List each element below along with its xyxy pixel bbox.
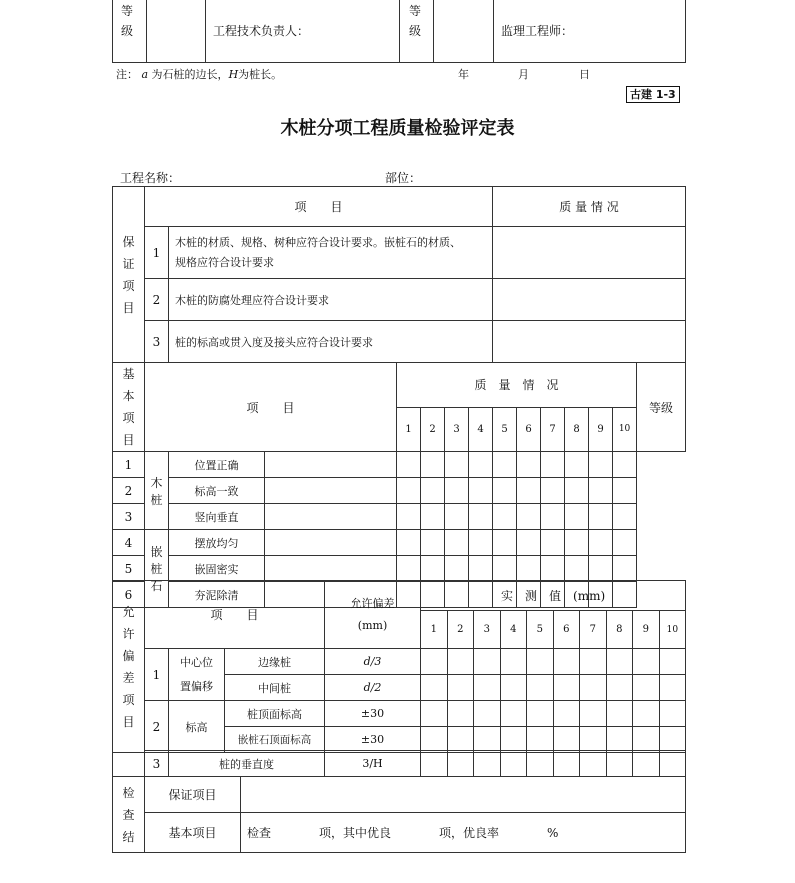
tol-cell[interactable] — [421, 727, 448, 753]
basic-col-1: 1 — [397, 407, 421, 452]
tolerance-section-label: 允 许 偏 差 项 目 — [113, 581, 145, 753]
basic-quality-cell[interactable] — [541, 504, 565, 530]
tol-cell[interactable] — [421, 751, 448, 777]
tol-col-6: 6 — [553, 611, 580, 649]
tol-cell[interactable] — [527, 649, 554, 675]
basic-row-item: 夯泥除清 — [169, 582, 265, 608]
basic-col-3: 3 — [445, 407, 469, 452]
basic-quality-cell[interactable] — [421, 452, 445, 478]
basic-col-7: 7 — [541, 407, 565, 452]
tol-cell[interactable] — [580, 727, 607, 753]
basic-quality-cell[interactable] — [265, 530, 397, 556]
basic-quality-cell[interactable] — [445, 530, 469, 556]
basic-col-2: 2 — [421, 407, 445, 452]
tol-cell[interactable] — [659, 701, 686, 727]
tol-cell[interactable] — [421, 701, 448, 727]
basic-quality-cell[interactable] — [397, 452, 421, 478]
basic-table — [112, 362, 686, 608]
tol-cell[interactable] — [421, 675, 448, 701]
basic-col-4: 4 — [469, 407, 493, 452]
tol-cell[interactable] — [659, 751, 686, 777]
guarantee-header-item: 项 目 — [145, 187, 493, 227]
basic-group-name: 木桩 — [145, 452, 169, 530]
tol-cell[interactable] — [447, 649, 474, 675]
tol-cell[interactable] — [421, 649, 448, 675]
tol-cell[interactable] — [606, 751, 633, 777]
tol-col-9: 9 — [633, 611, 660, 649]
tol-col-4: 4 — [500, 611, 527, 649]
tol-cell[interactable] — [474, 675, 501, 701]
basic-quality-cell[interactable] — [517, 452, 541, 478]
basic-quality-cell[interactable] — [493, 478, 517, 504]
tol-group-center-offset: 中心位 置偏移 — [169, 649, 225, 701]
tol-cell[interactable] — [659, 727, 686, 753]
basic-quality-cell[interactable] — [421, 530, 445, 556]
basic-row-no: 5 — [113, 556, 145, 582]
check-guarantee-label: 保证项目 — [145, 777, 241, 813]
check-basic-label: 基本项目 — [145, 813, 241, 853]
basic-header-item: 项 目 — [145, 363, 397, 452]
basic-quality-cell[interactable] — [565, 530, 589, 556]
basic-row-item: 竖向垂直 — [169, 504, 265, 530]
basic-quality-cell[interactable] — [397, 504, 421, 530]
location-label: 部位： — [385, 171, 422, 185]
tol-cell[interactable] — [580, 649, 607, 675]
basic-quality-cell[interactable] — [445, 556, 469, 582]
tol-cell[interactable] — [633, 751, 660, 777]
tol-cell[interactable] — [500, 649, 527, 675]
guarantee-table — [112, 186, 686, 363]
grade-right-char-1: 等 — [409, 4, 422, 18]
tol-cell[interactable] — [606, 727, 633, 753]
basic-row-item: 位置正确 — [169, 452, 265, 478]
basic-quality-cell[interactable] — [517, 478, 541, 504]
tol-cell[interactable] — [606, 701, 633, 727]
basic-quality-cell[interactable] — [565, 504, 589, 530]
tol-cell[interactable] — [553, 727, 580, 753]
basic-row-item: 摆放均匀 — [169, 530, 265, 556]
tolerance-header-item: 项 目 — [145, 581, 325, 649]
tol-cell[interactable] — [580, 701, 607, 727]
tol-cell[interactable] — [527, 675, 554, 701]
tol-item-verticality: 桩的垂直度 — [169, 751, 325, 777]
tol-row-no: 2 — [145, 701, 169, 753]
tolerance-header-allow: 允许偏差 (mm) — [325, 581, 421, 649]
basic-quality-cell[interactable] — [265, 504, 397, 530]
basic-quality-cell[interactable] — [421, 478, 445, 504]
basic-row-item: 嵌固密实 — [169, 556, 265, 582]
note-month: 月 — [518, 68, 529, 81]
tol-cell[interactable] — [633, 675, 660, 701]
basic-row-no: 6 — [113, 582, 145, 608]
grade-left-char-2: 级 — [121, 24, 134, 38]
check-basic-text[interactable]: 检查 项，其中优良 项，优良率 % — [241, 813, 686, 853]
basic-quality-cell[interactable] — [493, 530, 517, 556]
grade-left-char-1: 等 — [121, 4, 134, 18]
tol-cell[interactable] — [553, 751, 580, 777]
basic-quality-cell[interactable] — [265, 452, 397, 478]
note-h-symbol: H — [228, 68, 239, 81]
basic-grade-cell[interactable] — [613, 504, 637, 530]
tol-col-5: 5 — [527, 611, 554, 649]
tol-allow: ±30 — [325, 701, 421, 727]
basic-quality-cell[interactable] — [517, 556, 541, 582]
note-a-desc: 为石桩的边长， — [148, 68, 229, 81]
tol-allow: d/3 — [325, 649, 421, 675]
basic-quality-cell[interactable] — [565, 478, 589, 504]
tol-cell[interactable] — [633, 727, 660, 753]
tol-col-2: 2 — [447, 611, 474, 649]
basic-quality-cell[interactable] — [469, 478, 493, 504]
guarantee-row-no: 3 — [145, 321, 169, 363]
basic-quality-cell[interactable] — [421, 556, 445, 582]
tol-cell[interactable] — [659, 675, 686, 701]
guarantee-row-quality[interactable] — [493, 279, 686, 321]
guarantee-row-text: 木桩的材质、规格、树种应符合设计要求。嵌桩石的材质、 规格应符合设计要求 — [169, 227, 493, 279]
tol-sub-item: 桩顶面标高 — [225, 701, 325, 727]
tol-row-no: 1 — [145, 649, 169, 701]
basic-grade-cell[interactable] — [613, 556, 637, 582]
tol-cell[interactable] — [527, 727, 554, 753]
basic-quality-cell[interactable] — [517, 504, 541, 530]
basic-quality-cell[interactable] — [565, 452, 589, 478]
basic-quality-cell[interactable] — [565, 556, 589, 582]
tolerance-last-row — [112, 750, 686, 777]
tol-cell[interactable] — [606, 675, 633, 701]
tol-cell[interactable] — [474, 727, 501, 753]
basic-quality-cell[interactable] — [541, 478, 565, 504]
basic-quality-cell[interactable] — [265, 556, 397, 582]
basic-quality-cell[interactable] — [589, 556, 613, 582]
guarantee-row-text: 木桩的防腐处理应符合设计要求 — [169, 279, 493, 321]
basic-row-no: 2 — [113, 478, 145, 504]
note-h-desc: 为桩长。 — [238, 68, 283, 81]
guarantee-header-quality: 质 量 情 况 — [493, 187, 686, 227]
guarantee-row-no: 2 — [145, 279, 169, 321]
top-fragment — [112, 0, 686, 63]
basic-quality-cell[interactable] — [589, 452, 613, 478]
tol-allow: ±30 — [325, 727, 421, 753]
guarantee-row-quality[interactable] — [493, 227, 686, 279]
guarantee-row-text: 桩的标高或贯入度及接头应符合设计要求 — [169, 321, 493, 363]
basic-quality-cell[interactable] — [445, 478, 469, 504]
basic-quality-cell[interactable] — [397, 478, 421, 504]
tol-cell[interactable] — [527, 701, 554, 727]
tol-col-7: 7 — [580, 611, 607, 649]
basic-quality-cell[interactable] — [469, 530, 493, 556]
basic-header-grade: 等级 — [637, 363, 686, 452]
basic-header-quality: 质 量 情 况 — [397, 363, 637, 408]
tol-cell[interactable] — [580, 675, 607, 701]
basic-quality-cell[interactable] — [493, 452, 517, 478]
basic-quality-cell[interactable] — [541, 556, 565, 582]
guarantee-section-label: 保 证 项 目 — [113, 187, 145, 363]
tol-sub-item: 嵌桩石顶面标高 — [225, 727, 325, 753]
basic-grade-cell[interactable] — [613, 452, 637, 478]
tol-cell[interactable] — [474, 649, 501, 675]
note-day: 日 — [579, 68, 590, 81]
tol-col-1: 1 — [421, 611, 448, 649]
guarantee-row-quality[interactable] — [493, 321, 686, 363]
tol-cell[interactable] — [553, 675, 580, 701]
tol-cell[interactable] — [633, 649, 660, 675]
tol-cell[interactable] — [580, 751, 607, 777]
basic-quality-cell[interactable] — [493, 556, 517, 582]
tol-cell[interactable] — [633, 701, 660, 727]
tol-cell[interactable] — [500, 751, 527, 777]
form-code-badge: 古建 1-3 — [626, 86, 680, 103]
note-year: 年 — [458, 68, 469, 81]
basic-row-no: 1 — [113, 452, 145, 478]
tol-cell[interactable] — [447, 751, 474, 777]
check-table — [112, 776, 686, 853]
tol-sub-item: 边缘桩 — [225, 649, 325, 675]
tol-section-spacer — [113, 751, 145, 777]
basic-quality-cell[interactable] — [265, 478, 397, 504]
tol-cell[interactable] — [500, 727, 527, 753]
tol-sub-item: 中间桩 — [225, 675, 325, 701]
basic-col-6: 6 — [517, 407, 541, 452]
basic-quality-cell[interactable] — [589, 504, 613, 530]
tol-cell[interactable] — [553, 649, 580, 675]
basic-quality-cell[interactable] — [469, 556, 493, 582]
basic-col-8: 8 — [565, 407, 589, 452]
tol-col-8: 8 — [606, 611, 633, 649]
tol-cell[interactable] — [527, 751, 554, 777]
basic-group-name: 嵌桩石 — [145, 530, 169, 608]
basic-quality-cell[interactable] — [589, 530, 613, 556]
basic-col-5: 5 — [493, 407, 517, 452]
basic-grade-cell[interactable] — [613, 530, 637, 556]
note-line — [116, 66, 282, 82]
tol-cell[interactable] — [474, 751, 501, 777]
tol-group-elevation: 标高 — [169, 701, 225, 753]
page-title: 木桩分项工程质量检验评定表 — [280, 118, 515, 139]
tol-cell[interactable] — [447, 727, 474, 753]
supervisor-label: 监理工程师： — [501, 24, 574, 38]
tech-lead-label: 工程技术负责人： — [213, 24, 310, 38]
basic-section-label: 基 本 项 目 — [113, 363, 145, 452]
basic-quality-cell[interactable] — [469, 452, 493, 478]
basic-quality-cell[interactable] — [397, 530, 421, 556]
tol-col-3: 3 — [474, 611, 501, 649]
tol-cell[interactable] — [474, 701, 501, 727]
tol-allow: d/2 — [325, 675, 421, 701]
basic-row-no: 3 — [113, 504, 145, 530]
tol-allow: 3/H — [325, 751, 421, 777]
tol-cell[interactable] — [659, 649, 686, 675]
basic-quality-cell[interactable] — [421, 504, 445, 530]
basic-quality-cell[interactable] — [445, 504, 469, 530]
tolerance-header-measured: 实 测 值 (mm) — [421, 581, 686, 611]
project-name-label: 工程名称： — [120, 171, 181, 185]
basic-quality-cell[interactable] — [541, 530, 565, 556]
tol-cell[interactable] — [500, 701, 527, 727]
tol-col-10: 10 — [659, 611, 686, 649]
guarantee-row-no: 1 — [145, 227, 169, 279]
basic-quality-cell[interactable] — [541, 452, 565, 478]
basic-quality-cell[interactable] — [493, 504, 517, 530]
tol-cell[interactable] — [447, 675, 474, 701]
tol-cell[interactable] — [447, 701, 474, 727]
basic-grade-cell[interactable] — [613, 478, 637, 504]
basic-quality-cell[interactable] — [517, 530, 541, 556]
check-guarantee-value[interactable] — [241, 777, 686, 813]
basic-quality-cell[interactable] — [469, 504, 493, 530]
tol-row-no: 3 — [145, 751, 169, 777]
grade-right-char-2: 级 — [409, 24, 422, 38]
check-section-label: 检 查 结 — [113, 777, 145, 853]
tol-cell[interactable] — [606, 649, 633, 675]
tol-cell[interactable] — [500, 675, 527, 701]
basic-quality-cell[interactable] — [397, 556, 421, 582]
basic-row-item: 标高一致 — [169, 478, 265, 504]
basic-col-10: 10 — [613, 407, 637, 452]
basic-quality-cell[interactable] — [589, 478, 613, 504]
tol-cell[interactable] — [553, 701, 580, 727]
tolerance-table — [112, 580, 686, 753]
basic-col-9: 9 — [589, 407, 613, 452]
basic-quality-cell[interactable] — [445, 452, 469, 478]
basic-row-no: 4 — [113, 530, 145, 556]
note-a-symbol: a — [141, 68, 149, 81]
note-prefix: 注： — [116, 68, 138, 81]
